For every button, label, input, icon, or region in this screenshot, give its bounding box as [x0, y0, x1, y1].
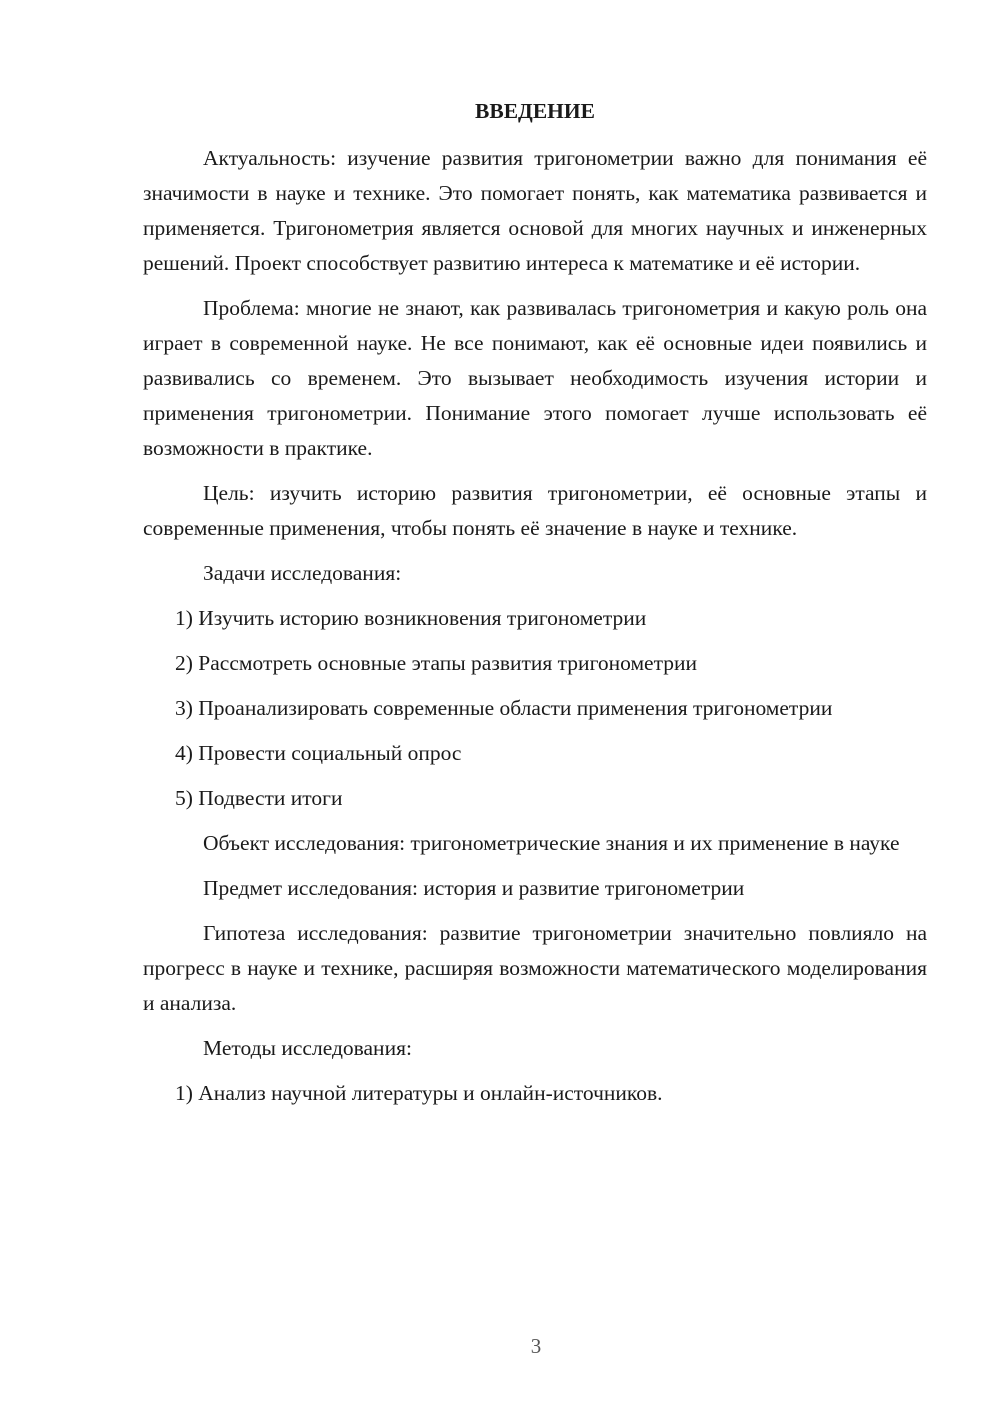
task-item-3: 3) Проанализировать современные области применения тригонометрии: [175, 696, 833, 720]
hypothesis-paragraph: Гипотеза исследования: развитие тригонометрии значительно повлияло на прогресс в науке и технике, расширяя возможности математического моделирования и анализа.: [143, 921, 927, 1015]
task-item-2: 2) Рассмотреть основные этапы развития тригонометрии: [175, 651, 698, 675]
subject-paragraph: Предмет исследования: история и развитие тригонометрии: [203, 876, 745, 900]
task-item-1: 1) Изучить историю возникновения тригонометрии: [175, 606, 647, 630]
page-content: [143, 96, 927, 1121]
tasks-heading: Задачи исследования:: [203, 561, 402, 585]
method-item-1: 1) Анализ научной литературы и онлайн-источников.: [175, 1081, 663, 1105]
task-item-4: 4) Провести социальный опрос: [175, 741, 462, 765]
page-number: 3: [530, 1334, 542, 1358]
task-item-5: 5) Подвести итоги: [175, 786, 343, 810]
section-title: ВВЕДЕНИЕ: [475, 99, 595, 123]
goal-paragraph: Цель: изучить историю развития тригонометрии, её основные этапы и современные применения, чтобы понять её значение в науке и технике.: [143, 481, 927, 540]
relevance-paragraph: Актуальность: изучение развития тригонометрии важно для понимания её значимости в науке и технике. Это помогает понять, как математика развивается и применяется. Тригонометрия является основой для многих научных и инженерных решений. Проект способствует развитию интереса к математике и её истории.: [143, 146, 927, 275]
methods-heading: Методы исследования:: [203, 1036, 412, 1060]
problem-paragraph: Проблема: многие не знают, как развивалась тригонометрия и какую роль она играет в современной науке. Не все понимают, как её основные идеи появились и развивались со временем. Это вызывает необходимость изучения истории и применения тригонометрии. Понимание этого помогает лучше использовать её возможности в практике.: [143, 296, 927, 460]
object-paragraph: Объект исследования: тригонометрические знания и их применение в науке: [203, 831, 900, 855]
